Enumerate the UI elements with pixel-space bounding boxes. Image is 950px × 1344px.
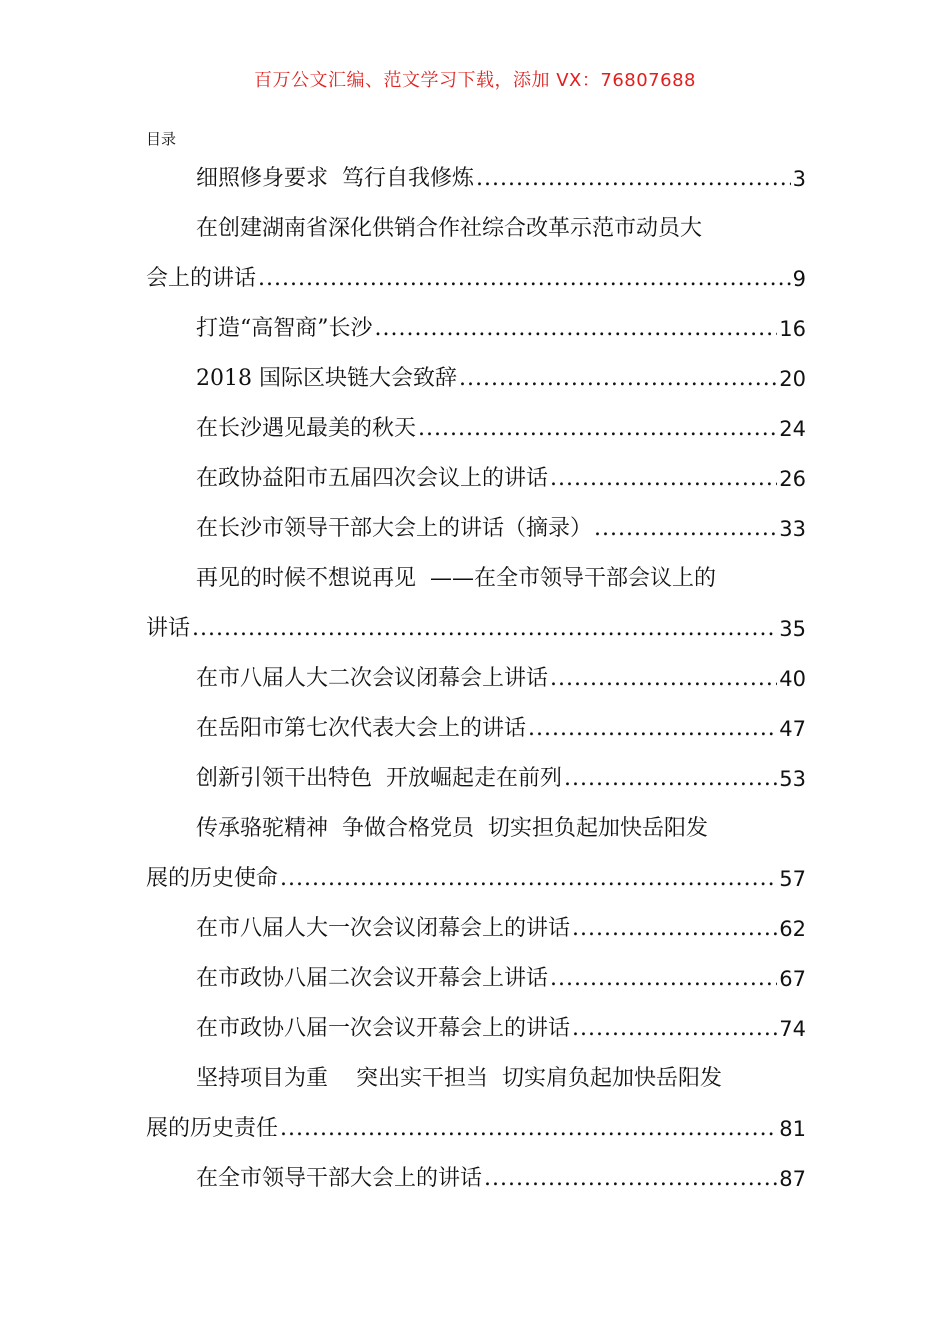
toc-entry[interactable] (146, 804, 806, 904)
toc-entry-title: 创新引领干出特色 开放崛起走在前列 (196, 766, 562, 791)
toc-page-number: 16 (779, 317, 806, 341)
toc-leader-dots (550, 454, 777, 504)
toc-leader-dots (280, 854, 777, 904)
toc-page-number: 9 (792, 267, 806, 291)
toc-page-number: 53 (779, 767, 806, 791)
toc-entry[interactable] (146, 504, 806, 554)
toc-entry[interactable] (146, 354, 806, 404)
toc-page-number: 24 (779, 417, 806, 441)
toc-entry-line (146, 804, 806, 854)
toc-entry[interactable] (146, 904, 806, 954)
toc-entry-title: 在市政协八届一次会议开幕会上的讲话 (196, 1016, 571, 1041)
toc-entry-title: 2018 国际区块链大会致辞 (196, 366, 457, 391)
toc-page-number: 3 (792, 167, 806, 191)
toc-page-number: 26 (779, 467, 806, 491)
toc-leader-dots (550, 654, 777, 704)
toc-leader-dots (572, 904, 777, 954)
toc-leader-dots (476, 154, 791, 204)
toc-entry-title: 会上的讲话 (146, 266, 257, 291)
toc-entry-title: 在市八届人大一次会议闭幕会上的讲话 (196, 916, 571, 941)
toc-page-number: 35 (779, 617, 806, 641)
toc-page-number: 40 (779, 667, 806, 691)
toc-page-number: 57 (779, 867, 806, 891)
toc-entry-line (146, 504, 806, 554)
toc-entry[interactable] (146, 404, 806, 454)
toc-entry-line (146, 554, 806, 604)
toc-entry-title: 展的历史使命 (146, 866, 279, 891)
toc-page-number: 81 (779, 1117, 806, 1141)
toc-page-number: 33 (779, 517, 806, 541)
toc-entry-title: 在长沙市领导干部大会上的讲话（摘录） (196, 516, 593, 541)
toc-entry-title: 在岳阳市第七次代表大会上的讲话 (196, 716, 527, 741)
toc-entry-line (146, 354, 806, 404)
toc-leader-dots (280, 1104, 777, 1154)
toc-entry-line (146, 754, 806, 804)
toc-entry[interactable] (146, 954, 806, 1004)
toc-entry-title: 在长沙遇见最美的秋天 (196, 416, 417, 441)
toc-entry-line (146, 1154, 806, 1204)
toc-entry[interactable] (146, 654, 806, 704)
toc-entry-title: 传承骆驼精神 争做合格党员 切实担负起加快岳阳发 (196, 816, 708, 841)
toc-entry-line (146, 854, 806, 904)
toc-entry-line (146, 404, 806, 454)
toc-entry-title: 在全市领导干部大会上的讲话 (196, 1166, 483, 1191)
toc-entry-line (146, 204, 806, 254)
toc-entry-line (146, 704, 806, 754)
toc-entry-title: 在政协益阳市五届四次会议上的讲话 (196, 466, 549, 491)
toc-entry[interactable] (146, 204, 806, 304)
table-of-contents (146, 154, 806, 1204)
toc-leader-dots (572, 1004, 777, 1054)
toc-page-number: 67 (779, 967, 806, 991)
toc-leader-dots (594, 504, 777, 554)
toc-title: 目录 (146, 130, 177, 148)
toc-entry-line (146, 904, 806, 954)
toc-entry-line (146, 454, 806, 504)
toc-entry-title: 打造“高智商”长沙 (196, 316, 373, 341)
toc-entry-title: 细照修身要求 笃行自我修炼 (196, 166, 474, 191)
toc-entry[interactable] (146, 1054, 806, 1154)
toc-page-number: 62 (779, 917, 806, 941)
toc-leader-dots (258, 254, 791, 304)
toc-entry[interactable] (146, 454, 806, 504)
toc-entry-line (146, 304, 806, 354)
toc-entry[interactable] (146, 1004, 806, 1054)
toc-page-number: 74 (779, 1017, 806, 1041)
toc-entry[interactable] (146, 1154, 806, 1204)
toc-page-number: 47 (779, 717, 806, 741)
toc-entry-line (146, 254, 806, 304)
toc-entry-line (146, 954, 806, 1004)
toc-entry-line (146, 654, 806, 704)
toc-entry-line (146, 604, 806, 654)
toc-entry-line (146, 1054, 806, 1104)
toc-leader-dots (375, 304, 778, 354)
toc-leader-dots (192, 604, 777, 654)
toc-entry[interactable] (146, 754, 806, 804)
toc-entry[interactable] (146, 154, 806, 204)
toc-entry-title: 展的历史责任 (146, 1116, 279, 1141)
toc-entry[interactable] (146, 304, 806, 354)
toc-entry-title: 再见的时候不想说再见 ——在全市领导干部会议上的 (196, 566, 716, 591)
toc-entry[interactable] (146, 704, 806, 754)
toc-leader-dots (550, 954, 777, 1004)
toc-leader-dots (564, 754, 777, 804)
toc-entry-title: 在创建湖南省深化供销合作社综合改革示范市动员大 (196, 216, 703, 241)
toc-page-number: 87 (779, 1167, 806, 1191)
toc-leader-dots (459, 354, 777, 404)
toc-entry-title: 讲话 (146, 616, 191, 641)
toc-entry-title: 坚持项目为重 突出实干担当 切实肩负起加快岳阳发 (196, 1066, 722, 1091)
toc-page-number: 20 (779, 367, 806, 391)
toc-entry[interactable] (146, 554, 806, 654)
toc-leader-dots (528, 704, 777, 754)
toc-leader-dots (484, 1154, 777, 1204)
toc-entry-title: 在市政协八届二次会议开幕会上讲话 (196, 966, 549, 991)
toc-entry-line (146, 154, 806, 204)
toc-entry-title: 在市八届人大二次会议闭幕会上讲话 (196, 666, 549, 691)
toc-entry-line (146, 1004, 806, 1054)
toc-leader-dots (418, 404, 777, 454)
toc-entry-line (146, 1104, 806, 1154)
watermark-header: 百万公文汇编、范文学习下载，添加 VX：76807688 (254, 70, 696, 91)
